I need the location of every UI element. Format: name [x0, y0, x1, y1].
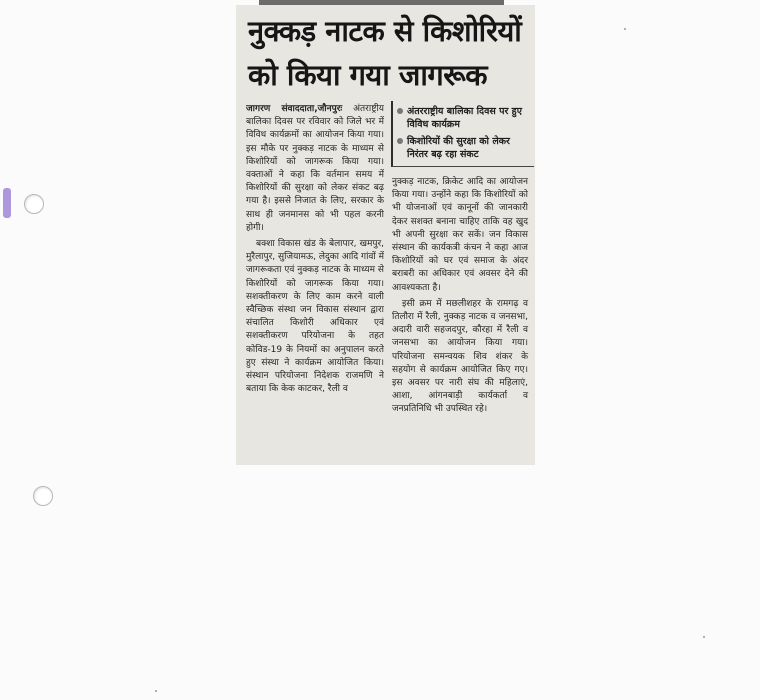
- dateline: जागरण संवाददाता,जौनपुरः: [246, 104, 343, 114]
- highlights-box: [391, 101, 534, 167]
- margin-marker: [3, 188, 11, 218]
- punch-hole-top: [24, 194, 44, 214]
- highlight-text: किशोरियों की सुरक्षा को लेकर निरंतर बढ़ रहा संकट: [407, 136, 510, 160]
- paper-speck: [624, 28, 626, 30]
- newspaper-clipping: [236, 5, 535, 465]
- headline: [248, 9, 530, 97]
- left-paragraph-1: [246, 103, 384, 235]
- bullet-icon: [397, 138, 403, 144]
- left-paragraph-2: बक्शा विकास खंड के बेलापार, खमपुर, मुरैलापुर, सुजियामऊ, लेदुका आदि गांवों में जागरूकता एवं नुक्कड़ नाटक के माध्यम से किशोरियों को जागरूक किया गया। सशक्तीकरण के लिए काम करने वाली स्वैच्छिक संस्था जन विकास संस्थान द्वारा संचालित किशोरी अधिकार एवं सशक्तीकरण परियोजना के तहत कोविड-19 के नियमों का अनुपालन करते हुए संस्था ने कार्यक्रम आयोजित किया। संस्थान परियोजना निदेशक राजमणि ने बताया कि केक काटकर, रैली व: [246, 239, 384, 395]
- bullet-icon: [397, 108, 403, 114]
- headline-line-1: नुक्कड़ नाटक से किशोरियों: [248, 14, 522, 48]
- highlight-item: [397, 105, 532, 131]
- highlight-item: [397, 135, 532, 161]
- right-paragraph-2: इसी क्रम में मछलीशहर के रामगढ़ व तिलौरा में रैली, नुक्कड़ नाटक व जनसभा, अदारी वारी सहजदपुर, कौरहा में रैली व जनसभा का आयोजन किया गया। परियोजना समन्वयक शिव शंकर के सहयोग से कार्यक्रम आयोजित किए गए। इस अवसर पर नारी संघ की महिलाएं, आशा, आंगनबाड़ी कार्यकर्ता व जनप्रतिनिधि भी उपस्थित रहे।: [392, 298, 528, 415]
- punch-hole-bottom: [33, 486, 53, 506]
- highlight-text: अंतरराष्ट्रीय बालिका दिवस पर हुए विविध कार्यक्रम: [407, 106, 522, 130]
- headline-line-2: को किया गया जागरूक: [248, 58, 488, 92]
- left-paragraph-1-text: अंतराष्ट्रीय बालिका दिवस पर रविवार को जिले भर में विविध कार्यक्रमों का आयोजन किया गया। इस मौके पर नुक्कड़ नाटक के माध्यम से किशोरियों को जागरूक किया गया। वक्ताओं ने कहा कि वर्तमान समय में किशोरियों की सुरक्षा को लेकर संकट बढ़ गया है। इससे निजात के लिए, सरकार के साथ ही जनमानस को भी पहल करनी होगी।: [246, 104, 384, 233]
- left-column: [246, 103, 384, 461]
- right-paragraph-1: नुक्कड़ नाटक, क्रिकेट आदि का आयोजन किया गया। उन्होंने कहा कि किशोरियों को भी योजनाओं एवं कानूनों की जानकारी देकर सशक्त बनाना चाहिए ताकि वह खुद भी अपनी सुरक्षा कर सकें। जन विकास संस्थान की कार्यकत्री कंचन ने कहा आज किशोरियों को घर एवं समाज के अंदर बराबरी का अधिकार एवं अवसर देने की आवश्यकता है।: [392, 177, 528, 293]
- paper-speck: [155, 690, 157, 692]
- paper-speck: [703, 636, 705, 638]
- right-column: [392, 176, 528, 420]
